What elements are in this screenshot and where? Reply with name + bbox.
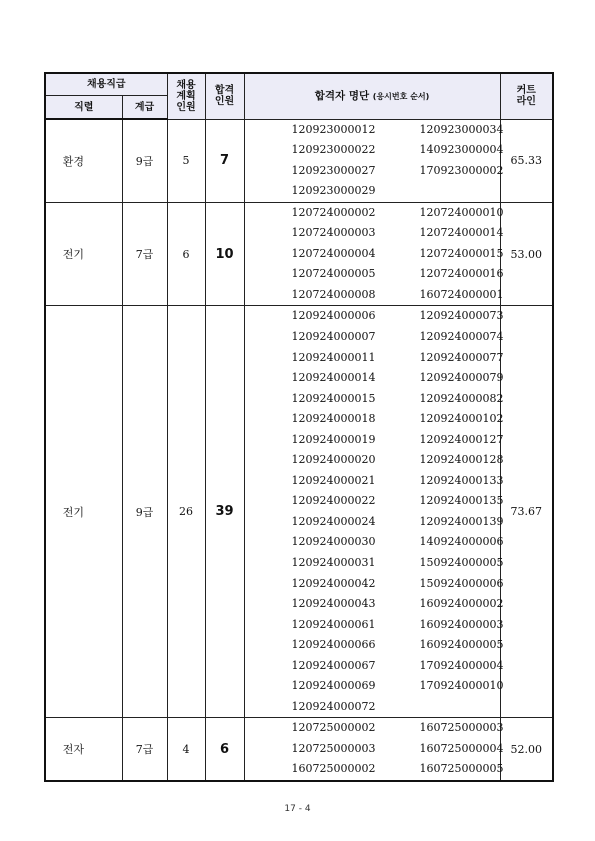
applicant-number: 120724000016 <box>419 267 504 281</box>
applicant-number: 120924000077 <box>419 350 504 364</box>
applicant-number: 170924000004 <box>419 658 504 672</box>
cell-series <box>45 202 122 306</box>
cell-passer-list <box>244 119 504 202</box>
cell-planned: 26 <box>167 306 205 718</box>
applicant-number: 120924000072 <box>291 699 376 713</box>
applicant-number: 120924000073 <box>419 309 504 323</box>
applicant-number: 150924000005 <box>419 555 504 569</box>
applicant-number: 120923000022 <box>291 143 376 157</box>
cell-cutline: 53.00 <box>500 202 553 306</box>
cell-planned: 6 <box>167 202 205 306</box>
cell-grade: 7급 <box>122 718 167 781</box>
applicant-number: 120924000042 <box>291 576 376 590</box>
cell-planned: 4 <box>167 718 205 781</box>
applicant-number: 120924000067 <box>291 658 376 672</box>
applicant-number: 120924000007 <box>291 329 376 343</box>
applicant-number: 120724000015 <box>419 246 504 260</box>
applicant-number: 160725000002 <box>291 762 376 776</box>
applicant-number: 120924000061 <box>291 617 376 631</box>
applicant-number: 160725000004 <box>419 741 504 755</box>
applicant-number <box>398 181 526 202</box>
applicant-number: 120923000012 <box>291 122 376 136</box>
applicant-number: 120924000022 <box>291 494 376 508</box>
applicant-number: 120924000128 <box>419 453 504 467</box>
results-body <box>45 119 553 781</box>
cell-passer-list <box>244 306 504 718</box>
applicant-number: 120924000069 <box>291 679 376 693</box>
applicant-number: 160725000003 <box>419 721 504 735</box>
applicant-number: 120725000002 <box>291 721 376 735</box>
cell-series <box>45 718 122 781</box>
page-number: 17 - 4 <box>284 804 311 814</box>
applicant-number: 120924000015 <box>291 391 376 405</box>
applicant-number: 120924000030 <box>291 535 376 549</box>
applicant-number: 120924000011 <box>291 350 376 364</box>
applicant-number: 170924000010 <box>419 679 504 693</box>
applicant-number: 120924000024 <box>291 514 376 528</box>
results-table <box>44 72 554 782</box>
series-label: 환경 <box>62 154 85 168</box>
applicant-number: 160724000001 <box>419 287 504 301</box>
applicant-number: 120924000102 <box>419 412 504 426</box>
applicant-number: 120924000139 <box>419 514 504 528</box>
applicant-number: 120924000082 <box>419 391 504 405</box>
applicant-number: 120725000003 <box>291 741 376 755</box>
applicant-number: 120924000043 <box>291 597 376 611</box>
applicant-number: 120724000004 <box>291 246 376 260</box>
applicant-number: 170923000002 <box>419 163 504 177</box>
cell-passed: 6 <box>205 718 244 781</box>
header-passed: 합격 인원 <box>205 73 244 119</box>
cell-cutline: 73.67 <box>500 306 553 718</box>
applicant-number: 120924000006 <box>291 309 376 323</box>
cell-passed: 10 <box>205 202 244 306</box>
applicant-number: 120924000021 <box>291 473 376 487</box>
applicant-number: 120724000002 <box>291 205 376 219</box>
series-label: 전기 <box>62 505 85 519</box>
table-row <box>45 306 553 718</box>
cell-grade: 9급 <box>122 119 167 202</box>
applicant-number: 160924000005 <box>419 638 504 652</box>
applicant-number: 160924000002 <box>419 597 504 611</box>
table-row <box>45 119 553 202</box>
header-list <box>244 73 500 119</box>
applicant-number: 160924000003 <box>419 617 504 631</box>
applicant-number: 120924000066 <box>291 638 376 652</box>
applicant-number: 120924000019 <box>291 432 376 446</box>
applicant-number: 120923000029 <box>291 184 376 198</box>
applicant-number: 120724000008 <box>291 287 376 301</box>
header-planned: 채용 계획 인원 <box>167 73 205 119</box>
applicant-number: 120924000079 <box>419 371 504 385</box>
applicant-number: 120923000027 <box>291 163 376 177</box>
applicant-number: 120724000010 <box>419 205 504 219</box>
header-grade: 계급 <box>122 96 167 120</box>
header-list-note: (응시번호 순서) <box>372 91 430 101</box>
applicant-number: 120924000018 <box>291 412 376 426</box>
cell-cutline: 52.00 <box>500 718 553 781</box>
cell-planned: 5 <box>167 119 205 202</box>
table-row <box>45 718 553 781</box>
cell-passer-list <box>244 202 504 306</box>
header-series: 직렬 <box>45 96 122 120</box>
cell-grade: 9급 <box>122 306 167 718</box>
applicant-number: 120924000074 <box>419 329 504 343</box>
cell-grade: 7급 <box>122 202 167 306</box>
applicant-number: 140923000004 <box>419 143 504 157</box>
applicant-number <box>398 697 526 718</box>
applicant-number: 120724000003 <box>291 226 376 240</box>
applicant-number: 120924000020 <box>291 453 376 467</box>
applicant-number: 120924000133 <box>419 473 504 487</box>
series-label: 전자 <box>62 743 85 757</box>
series-label: 전기 <box>62 248 85 262</box>
applicant-number: 120724000005 <box>291 267 376 281</box>
cell-passer-list <box>244 718 504 781</box>
cell-passed: 7 <box>205 119 244 202</box>
cell-series <box>45 306 122 718</box>
applicant-number: 120724000014 <box>419 226 504 240</box>
applicant-number: 120924000031 <box>291 555 376 569</box>
applicant-number: 120924000014 <box>291 371 376 385</box>
applicant-number: 120923000034 <box>419 122 504 136</box>
cell-passed: 39 <box>205 306 244 718</box>
applicant-number: 120924000135 <box>419 494 504 508</box>
applicant-number: 160725000005 <box>419 762 504 776</box>
cell-cutline: 65.33 <box>500 119 553 202</box>
header-cutline: 커트 라인 <box>500 73 553 119</box>
applicant-number: 140924000006 <box>419 535 504 549</box>
header-list-title: 합격자 명단 <box>314 89 370 102</box>
applicant-number: 120924000127 <box>419 432 504 446</box>
applicant-number: 150924000006 <box>419 576 504 590</box>
cell-series <box>45 119 122 202</box>
table-row <box>45 202 553 306</box>
header-position: 채용직급 <box>45 73 167 96</box>
